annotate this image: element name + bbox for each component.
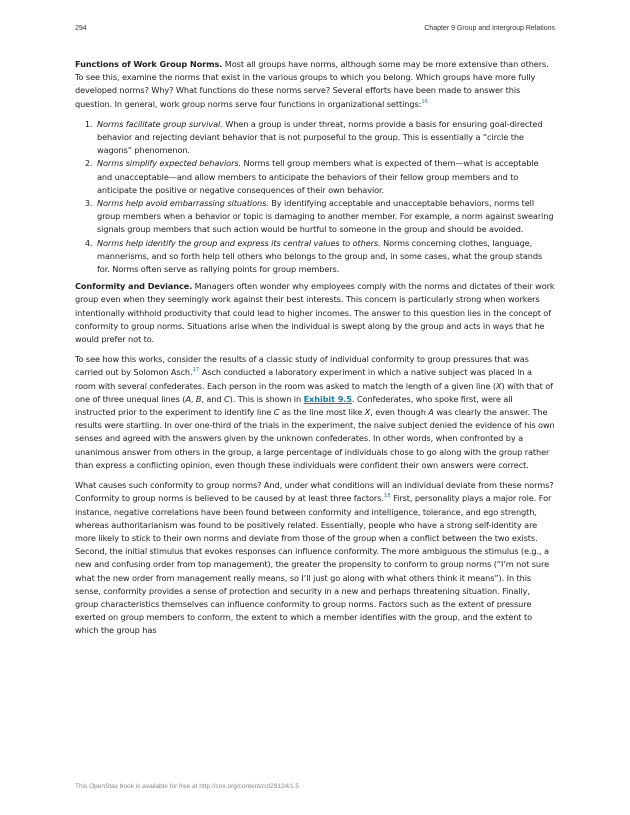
text-run: was clearly the answer. The results were startling. In over one-third of the trials in the experiment, the naive subject denied the evidence of his own senses and agreed with the answers given by the unknown confederates. In other words, when confronted by a unanimous answer from others in the group, a large percentage of individuals chose to go along with the group rather than express a conflicting opinion, even though these individuals were confident their own answers were correct. xyxy=(75,407,555,470)
footnote-ref-17[interactable]: 17 xyxy=(192,367,200,374)
list-item xyxy=(95,157,555,197)
paragraph-text: Most all groups have norms, although some may be more extensive than others. To see this, examine the norms that exist in the various groups to which you belong. Which groups have more fully developed norms? Why? What functions do these norms serve? Several efforts have been made to answer this question. In general, work group norms serve four functions in organizational settings: xyxy=(75,59,549,109)
text-run: ). This is shown in xyxy=(229,393,304,404)
list-item-text: Norms concerning clothes, language, mannerisms, and so forth help tell others who belongs to the group and, in some cases, what the group stands for. Norms often serve as rallying points for group members. xyxy=(97,237,543,275)
list-item-title: Norms simplify expected behaviors. xyxy=(97,158,242,169)
italic-run: X xyxy=(364,407,371,418)
italic-run: X xyxy=(495,380,502,391)
section-heading-norm-functions: Functions of Work Group Norms. xyxy=(75,59,223,69)
list-item-title: Norms help avoid embarrassing situations. xyxy=(97,198,269,209)
page-footer: This OpenStax book is available for free at http://cnx.org/content/col29124/1.5 xyxy=(75,783,300,790)
text-run: To see how this works, consider the results of a classic study of individual conformity to group pressures that was carried out by Solomon Asch. xyxy=(75,354,529,378)
text-run: , and xyxy=(201,393,225,404)
list-item-text: When a group is under threat, norms provide a basis for ensuring goal-directed behavior and rejecting deviant behavior that is not purposeful to the group. This is essentially a “circle the wagons” phenomenon. xyxy=(97,118,543,156)
list-item-title: Norms facilitate group survival. xyxy=(97,118,223,129)
footnote-ref-18[interactable]: 18 xyxy=(383,493,391,500)
section-heading-conformity: Conformity and Deviance. xyxy=(75,281,193,292)
text-run: , even though xyxy=(370,407,429,418)
text-run: as the line most like xyxy=(279,407,365,418)
paragraph-asch-study xyxy=(75,353,555,472)
list-item xyxy=(95,197,555,237)
list-item-text: By identifying acceptable and unacceptable behaviors, norms tell group members when a behavior or topic is damaging to another member. For example, a norm against swearing signals group members that such action would be hurtful to someone in the group and should be avoided. xyxy=(97,198,554,235)
text-run: What causes such conformity to group norms? And, under what conditions will an individual deviate from these norms? Conformity to group norms is believed to be caused by at least three factors. xyxy=(75,480,554,504)
list-item-text: Norms tell group members what is expected of them—what is acceptable and unacceptable—and allow members to anticipate the behaviors of their fellow group members and to anticipate the positive or negative consequences of their own behavior. xyxy=(97,158,539,195)
paragraph-conformity-causes xyxy=(75,479,555,637)
italic-run: C xyxy=(224,393,230,404)
body-text xyxy=(75,58,555,645)
paragraph-conformity xyxy=(75,280,555,346)
text-run: Asch conducted a laboratory experiment in which a native subject was placed in a room with several confederates. Each person in the room was asked to match the length of a given line ( xyxy=(75,367,532,391)
list-item-title: Norms help identify the group and express its central values to others. xyxy=(97,237,381,248)
page-header xyxy=(75,25,555,32)
text-run: ) with that of one of three unequal lines ( xyxy=(75,380,553,404)
text-run: . Confederates, who spoke first, were all instructed prior to the experiment to identify line xyxy=(75,393,513,418)
page-number: 294 xyxy=(75,25,87,32)
norm-functions-list xyxy=(75,118,555,276)
list-item xyxy=(95,118,555,158)
footnote-ref-16[interactable]: 16 xyxy=(421,98,429,105)
italic-run: B xyxy=(195,393,202,404)
text-run: First, personality plays a major role. For instance, negative correlations have been found between conformity and intelligence, tolerance, and ego strength, whereas authoritarianism was found to be positively related. Essentially, people who have a strong self-identity are more likely to stick to their own norms and deviate from those of the group when a conflict between the two exists. Second, the initial stimulus that evokes responses can influence conformity. The more ambiguous the stimulus (e.g., a new and confusing order from top management), the greater the propensity to conform to group norms (“I’m not sure what the new order from management really means, so I’ll just go along with what others think it means”). In this sense, conformity provides a sense of protection and security in a new and perhaps threatening situation. Finally, group characteristics themselves can influence conformity to group norms. Factors such as the extent of pressure exerted on group members to conform, the extent to which a member identifies with the group, and the extent to which the group has xyxy=(75,493,552,636)
paragraph-norm-functions xyxy=(75,58,555,111)
exhibit-link[interactable]: Exhibit 9.5 xyxy=(303,393,352,404)
italic-run: A xyxy=(428,407,434,418)
paragraph-text: Managers often wonder why employees comply with the norms and dictates of their work group even when they seemingly work against their best interests. This concern is particularly strong when workers intentionally withhold productivity that could lead to higher incomes. The answer to this question lies in the concept of conformity to group norms. Situations arise when the individual is swept along by the group and acts in ways that he would prefer not to. xyxy=(75,281,555,345)
italic-run: C xyxy=(273,407,280,418)
italic-run: A xyxy=(185,393,191,404)
text-run: , xyxy=(190,393,196,404)
list-item xyxy=(95,237,555,277)
chapter-title: Chapter 9 Group and Intergroup Relations xyxy=(424,25,555,32)
